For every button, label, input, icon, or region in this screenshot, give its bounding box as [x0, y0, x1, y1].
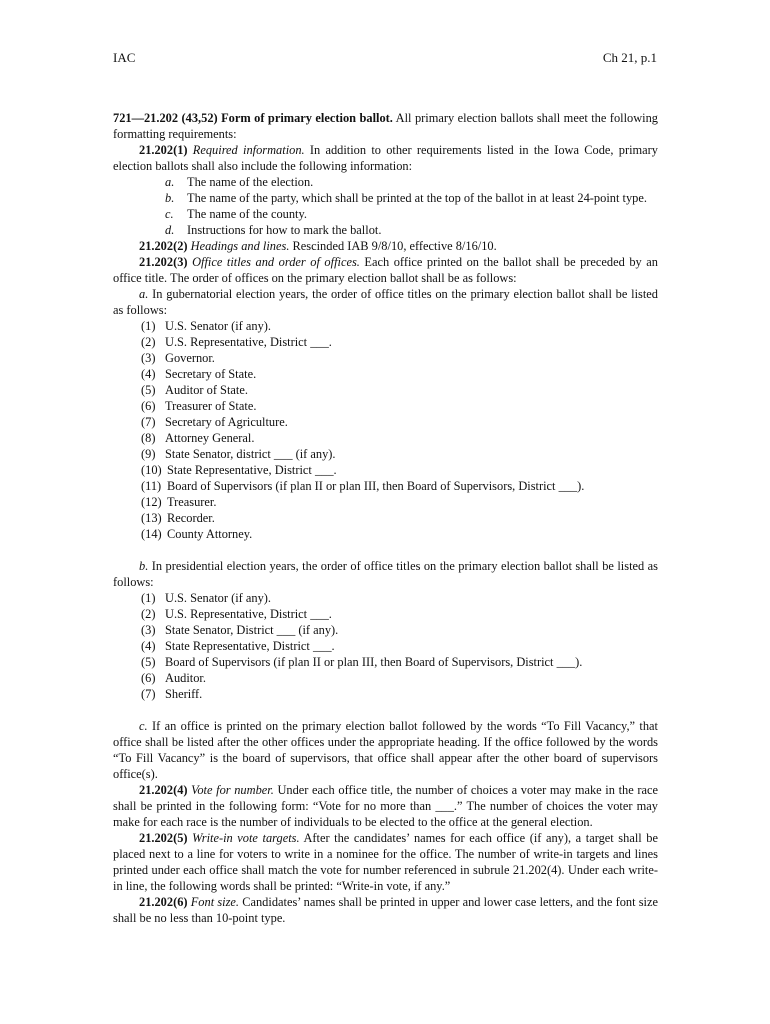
running-header-right: Ch 21, p.1 [602, 50, 657, 65]
office-list-item [113, 350, 658, 366]
office-title: U.S. Senator (if any). [165, 319, 271, 333]
paragraph-b-letter: b. [139, 559, 149, 573]
paragraph-a-letter: a. [139, 287, 149, 301]
item-text: The name of the election. [187, 175, 314, 189]
subrule-6-text: Candidates’ names shall be printed in upper and lower case letters, and the font size shall be no less than 10-point type. [113, 895, 658, 925]
paragraph-c-letter: c. [139, 719, 148, 733]
office-title: U.S. Representative, District ___. [165, 335, 332, 349]
office-number: (8) [141, 431, 156, 445]
office-title: Sheriff. [165, 687, 203, 701]
office-title: U.S. Senator (if any). [165, 591, 271, 605]
office-title: Secretary of State. [165, 367, 257, 381]
subrule-3-title: Office titles and order of offices. [192, 255, 360, 269]
office-title: U.S. Representative, District ___. [165, 607, 332, 621]
subrule-2-text: Rescinded IAB 9/8/10, effective 8/16/10. [289, 239, 497, 253]
rule-intro-text: All primary election ballots shall meet the following formatting requirements: [113, 111, 658, 141]
office-title: Board of Supervisors (if plan II or plan III, then Board of Supervisors, District ___). [165, 655, 583, 669]
paragraph-b [113, 558, 658, 590]
item-letter: d. [165, 223, 175, 237]
subrule-2-title: Headings and lines. [190, 239, 290, 253]
lettered-item [113, 190, 658, 206]
office-title: State Representative, District ___. [167, 463, 337, 477]
office-title: Auditor. [165, 671, 206, 685]
item-letter: c. [165, 207, 174, 221]
office-list-item [113, 510, 658, 526]
office-number: (3) [141, 623, 156, 637]
office-number: (14) [141, 527, 162, 541]
office-title: Governor. [165, 351, 215, 365]
office-number: (13) [141, 511, 162, 525]
office-number: (6) [141, 671, 156, 685]
office-number: (5) [141, 655, 156, 669]
office-list-item [113, 638, 658, 654]
office-list-item [113, 494, 658, 510]
presidential-office-list [113, 590, 658, 702]
office-number: (4) [141, 367, 156, 381]
subrule-6 [113, 894, 658, 926]
running-header-left: IAC [113, 50, 136, 65]
office-list-item [113, 686, 658, 702]
office-list-item [113, 430, 658, 446]
subrule-4-number: 21.202(4) [139, 783, 188, 797]
office-number: (1) [141, 591, 156, 605]
gubernatorial-office-list [113, 318, 658, 542]
rule-intro [113, 110, 658, 142]
item-text: The name of the county. [187, 207, 307, 221]
subrule-6-title: Font size. [190, 895, 240, 909]
office-title: State Senator, district ___ (if any). [165, 447, 336, 461]
paragraph-c-text: If an office is printed on the primary election ballot followed by the words “To Fill Vacancy,” that office shall be listed after the other offices under the appropriate heading. If the office followed by the words “To Fill Vacancy” is the board of supervisors, that office shall appear after the other board of supervisors office(s). [113, 719, 658, 781]
rule-body [113, 110, 658, 926]
subrule-5-number: 21.202(5) [139, 831, 188, 845]
subrule-4 [113, 782, 658, 830]
office-title: Auditor of State. [165, 383, 248, 397]
office-number: (2) [141, 607, 156, 621]
rule-heading: 721—21.202 (43,52) Form of primary election ballot. [113, 111, 393, 125]
lettered-item [113, 174, 658, 190]
office-title: State Representative, District ___. [165, 639, 335, 653]
office-title: Treasurer of State. [165, 399, 257, 413]
lettered-item [113, 206, 658, 222]
subrule-2-number: 21.202(2) [139, 239, 188, 253]
office-number: (2) [141, 335, 156, 349]
item-letter: a. [165, 175, 175, 189]
office-list-item [113, 590, 658, 606]
office-list-item [113, 446, 658, 462]
paragraph-b-text: In presidential election years, the order of office titles on the primary election ballot shall be listed as follows: [113, 559, 658, 589]
office-number: (4) [141, 639, 156, 653]
office-number: (10) [141, 463, 162, 477]
paragraph-c [113, 718, 658, 782]
office-list-item [113, 382, 658, 398]
subrule-5-text: After the candidates’ names for each office (if any), a target shall be placed next to a line for voters to write in a nominee for the office. The number of write-in targets and lines printed under each office shall match the vote for number referenced in subrule 21.202(4). Under each write-in line, the following words shall be printed: “Write-in vote, if any.” [113, 831, 658, 893]
item-text: The name of the party, which shall be printed at the top of the ballot in at least 24-point type. [187, 191, 647, 205]
office-list-item [113, 606, 658, 622]
office-list-item [113, 654, 658, 670]
subrule-2 [113, 238, 658, 254]
office-number: (12) [141, 495, 162, 509]
office-list-item [113, 414, 658, 430]
paragraph-a-text: In gubernatorial election years, the order of office titles on the primary election ballot shall be listed as follows: [113, 287, 658, 317]
office-number: (9) [141, 447, 156, 461]
subrule-5-title: Write-in vote targets. [192, 831, 300, 845]
office-number: (5) [141, 383, 156, 397]
subrule-5 [113, 830, 658, 894]
office-list-item [113, 334, 658, 350]
subrule-4-text: Under each office title, the number of choices a voter may make in the race shall be printed in the following form: “Vote for no more than ___.” The number of choices the voter may make for each race is the number of individuals to be elected to the office at the general election. [113, 783, 658, 829]
subrule-1-text: In addition to other requirements listed in the Iowa Code, primary election ballots shall also include the following information: [113, 143, 658, 173]
office-list-item [113, 398, 658, 414]
subrule-4-title: Vote for number. [191, 783, 274, 797]
office-number: (7) [141, 415, 156, 429]
office-title: Attorney General. [165, 431, 255, 445]
subrule-3-text: Each office printed on the ballot shall be preceded by an office title. The order of offices on the primary election ballot shall be as follows: [113, 255, 658, 285]
subrule-1-number: 21.202(1) [139, 143, 188, 157]
office-title: County Attorney. [167, 527, 253, 541]
item-text: Instructions for how to mark the ballot. [187, 223, 382, 237]
subrule-6-number: 21.202(6) [139, 895, 188, 909]
office-number: (3) [141, 351, 156, 365]
subrule-3 [113, 254, 658, 286]
office-number: (6) [141, 399, 156, 413]
office-number: (1) [141, 319, 156, 333]
office-title: Secretary of Agriculture. [165, 415, 288, 429]
office-list-item [113, 670, 658, 686]
office-number: (7) [141, 687, 156, 701]
office-title: Treasurer. [167, 495, 217, 509]
lettered-item [113, 222, 658, 238]
office-list-item [113, 478, 658, 494]
subrule-1-title: Required information. [192, 143, 305, 157]
subrule-1 [113, 142, 658, 174]
office-title: Board of Supervisors (if plan II or plan III, then Board of Supervisors, District ___). [167, 479, 585, 493]
office-number: (11) [141, 479, 162, 493]
paragraph-a [113, 286, 658, 318]
office-list-item [113, 366, 658, 382]
office-title: Recorder. [167, 511, 215, 525]
subrule-3-number: 21.202(3) [139, 255, 188, 269]
office-title: State Senator, District ___ (if any). [165, 623, 339, 637]
office-list-item [113, 462, 658, 478]
subrule-1-items [113, 174, 658, 238]
office-list-item [113, 622, 658, 638]
office-list-item [113, 526, 658, 542]
office-list-item [113, 318, 658, 334]
item-letter: b. [165, 191, 175, 205]
